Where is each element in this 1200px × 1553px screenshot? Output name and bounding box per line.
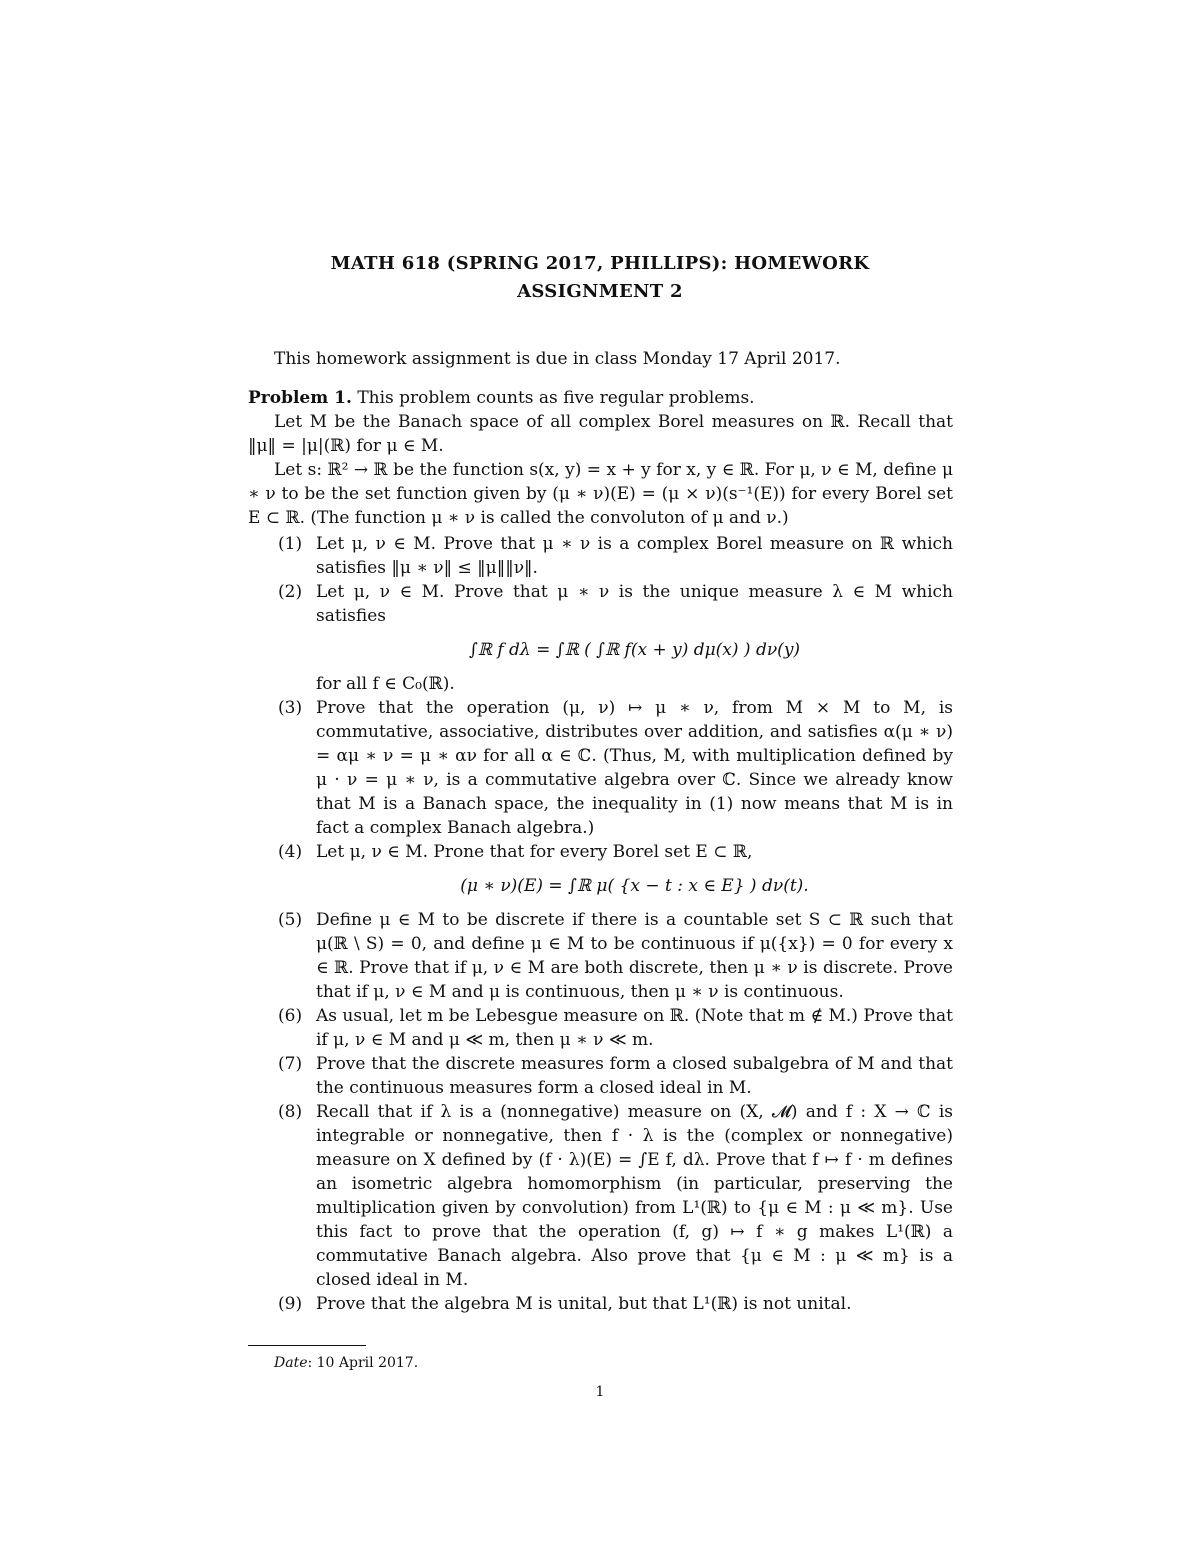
footnote-rule	[248, 1345, 366, 1346]
list-item: (9) Prove that the algebra M is unital, but that L¹(ℝ) is not unital.	[278, 1294, 852, 1314]
problem-label: Problem 1.	[248, 388, 352, 408]
list-item: (2) Let μ, ν ∈ M. Prove that μ ∗ ν is the unique measure λ ∈ M which satisfies ∫ℝ f dλ = ∫ℝ ( ∫ℝ f(x + y) dμ(x) ) dν(y) for all f ∈ C₀(ℝ).	[278, 582, 953, 694]
list-item: (4) Let μ, ν ∈ M. Prone that for every Borel set E ⊂ ℝ, (μ ∗ ν)(E) = ∫ℝ μ( {x − t : x ∈ E} ) dν(t).	[248, 840, 953, 898]
page-number: 1	[595, 1384, 605, 1400]
title-line-1: MATH 618 (SPRING 2017, PHILLIPS): HOMEWORK	[330, 253, 870, 274]
list-item: (3) Prove that the operation (μ, ν) ↦ μ ∗ ν, from M × M to M, is commutative, associative, distributes over addition, and satisfies α(μ ∗ ν) = αμ ∗ ν = μ ∗ αν for all α ∈ ℂ. (Thus, M, with multiplication defined by μ · ν = μ ∗ ν, is a commutative algebra over ℂ. Since we already know that M is a Banach space, the inequality in (1) now means that M is in fact a complex Banach algebra.)	[278, 698, 953, 838]
footnote	[274, 1353, 418, 1373]
title-line-2: ASSIGNMENT 2	[517, 281, 683, 302]
problem-note: This problem counts as five regular problems.	[357, 388, 755, 408]
list-item: (6) As usual, let m be Lebesgue measure on ℝ. (Note that m ∉ M.) Prove that if μ, ν ∈ M and μ ≪ m, then μ ∗ ν ≪ m.	[278, 1006, 953, 1050]
display-equation: (μ ∗ ν)(E) = ∫ℝ μ( {x − t : x ∈ E} ) dν(t).	[460, 876, 809, 896]
display-equation: ∫ℝ f dλ = ∫ℝ ( ∫ℝ f(x + y) dμ(x) ) dν(y)	[468, 640, 801, 660]
problem-intro	[248, 410, 953, 530]
problem-1-header	[248, 386, 953, 410]
list-item: (1) Let μ, ν ∈ M. Prove that μ ∗ ν is a complex Borel measure on ℝ which satisfies ‖μ ∗ ν‖ ≤ ‖μ‖‖ν‖.	[278, 534, 953, 578]
intro-paragraph-2: Let s: ℝ² → ℝ be the function s(x, y) = x + y for x, y ∈ ℝ. For μ, ν ∈ M, define μ ∗ ν to be the set function given by (μ ∗ ν)(E) = (μ × ν)(s⁻¹(E)) for every Borel set E ⊂ ℝ. (The function μ ∗ ν is called the convoluton of μ and ν.)	[248, 460, 953, 528]
footnote-text: : 10 April 2017.	[307, 1355, 419, 1371]
list-item: (7) Prove that the discrete measures form a closed subalgebra of M and that the continuous measures form a closed ideal in M.	[278, 1054, 953, 1098]
footnote-label: Date	[274, 1355, 308, 1371]
problem-parts-list	[248, 532, 953, 1316]
intro-paragraph-1: Let M be the Banach space of all complex Borel measures on ℝ. Recall that ‖μ‖ = |μ|(ℝ) for μ ∈ M.	[248, 412, 953, 456]
due-date-notice: This homework assignment is due in class Monday 17 April 2017.	[274, 349, 841, 369]
list-item: (8) Recall that if λ is a (nonnegative) measure on (X, 𝓜) and f : X → ℂ is integrable or nonnegative, then f · λ is the (complex or nonnegative) measure on X defined by (f · λ)(E) = ∫E f, dλ. Prove that f ↦ f · m defines an isometric algebra homomorphism (in particular, preserving the multiplication given by convolution) from L¹(ℝ) to {μ ∈ M : μ ≪ m}. Use this fact to prove that the operation (f, g) ↦ f ∗ g makes L¹(ℝ) a commutative Banach algebra. Also prove that {μ ∈ M : μ ≪ m} is a closed ideal in M.	[278, 1102, 953, 1290]
document-title	[250, 250, 950, 306]
list-item: (5) Define μ ∈ M to be discrete if there is a countable set S ⊂ ℝ such that μ(ℝ \ S) = 0, and define μ ∈ M to be continuous if μ({x}) = 0 for every x ∈ ℝ. Prove that if μ, ν ∈ M are both discrete, then μ ∗ ν is discrete. Prove that if μ, ν ∈ M and μ is continuous, then μ ∗ ν is continuous.	[278, 910, 953, 1002]
